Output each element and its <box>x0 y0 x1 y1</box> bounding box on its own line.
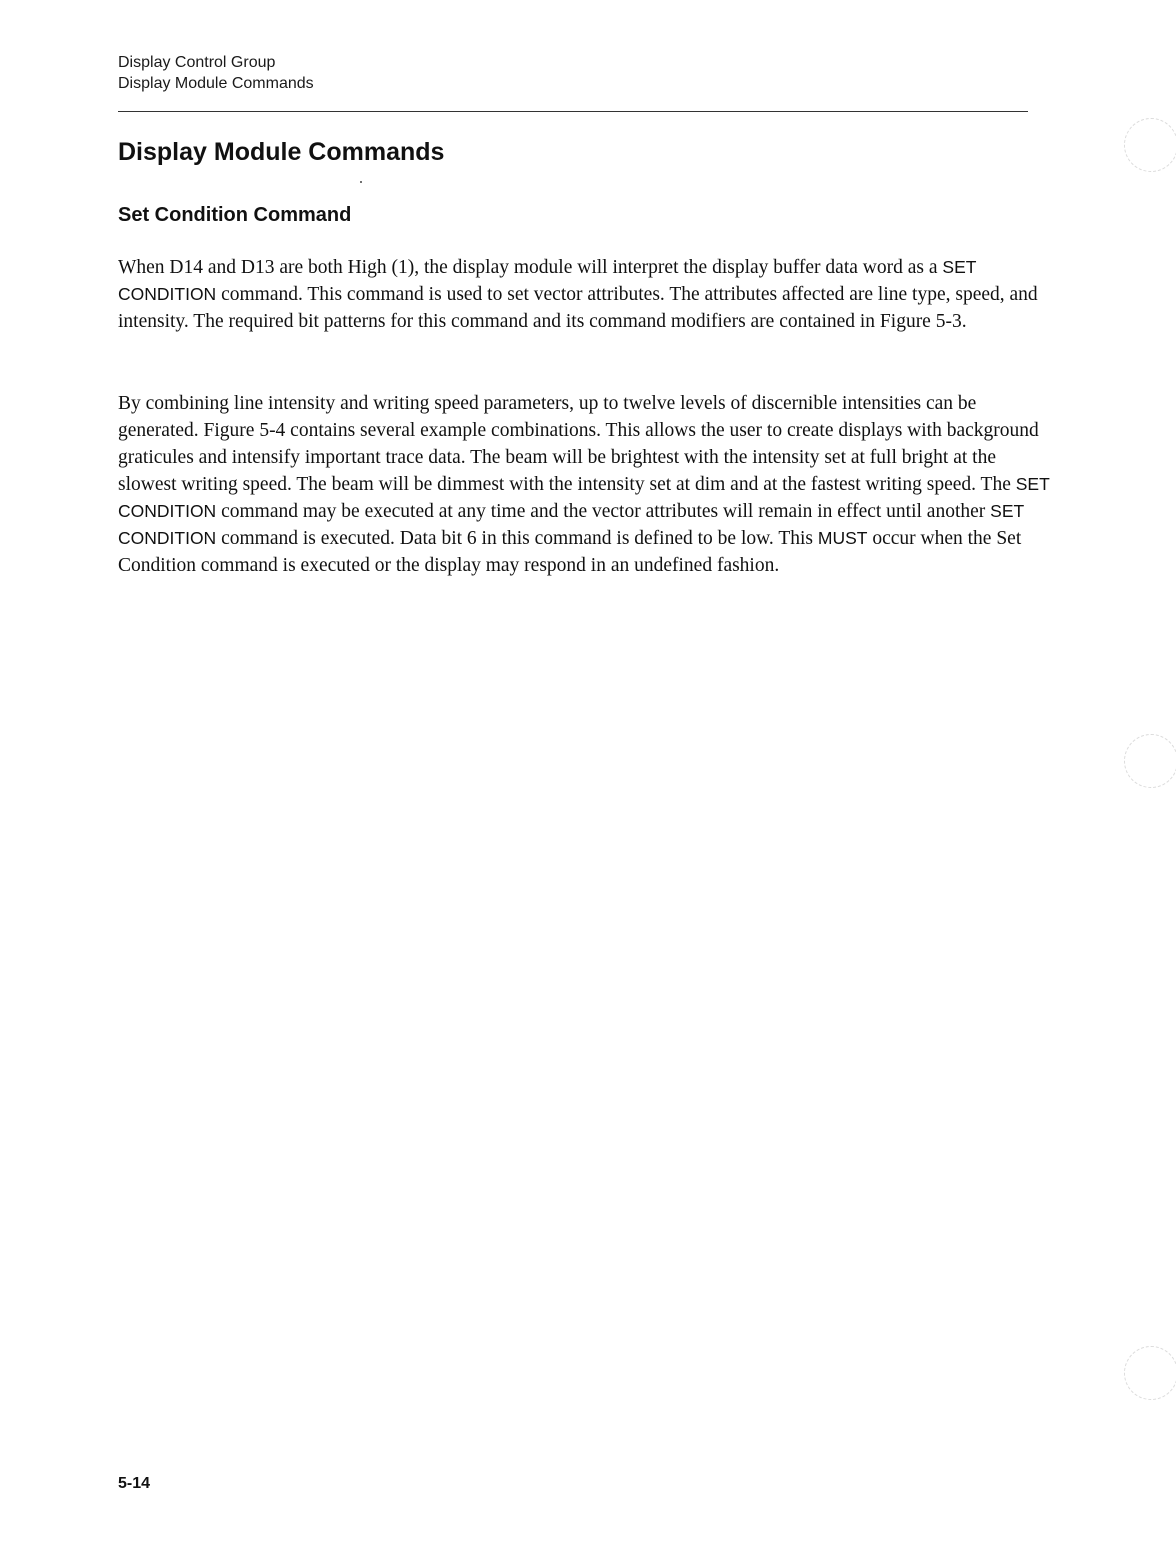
paragraph-text: command is executed. Data bit 6 in this command is defined to be low. This <box>216 528 818 549</box>
command-name: SET CONDITION <box>118 501 1024 548</box>
command-name: SET CONDITION <box>118 257 977 304</box>
paragraph-text: When D14 and D13 are both High (1), the display module will interpret the display buffer data word as a <box>118 257 943 278</box>
paragraph-text: occur when the Set Condition command is executed or the display may respond in an undefined fashion. <box>118 528 1022 576</box>
binder-hole-middle <box>1124 734 1176 788</box>
page-title: Display Module Commands <box>118 138 445 166</box>
binder-hole-top <box>1124 118 1176 172</box>
paragraph-text: command may be executed at any time and the vector attributes will remain in effect until another <box>216 501 991 522</box>
paragraph-text: command. This command is used to set vector attributes. The attributes affected are line type, speed, and intensity. The required bit patterns for this command and its command modifiers are contained in Figure 5-3. <box>118 284 1038 332</box>
running-header <box>118 52 314 94</box>
scan-speck <box>360 181 362 183</box>
header-divider <box>118 111 1028 112</box>
running-header-group: Display Control Group <box>118 54 276 71</box>
paragraph-intensity-levels <box>118 390 1053 579</box>
section-heading: Set Condition Command <box>118 204 352 226</box>
binder-hole-bottom <box>1124 1346 1176 1400</box>
running-header-section: Display Module Commands <box>118 75 314 92</box>
command-name: SET CONDITION <box>118 474 1050 521</box>
page-number: 5-14 <box>118 1475 151 1492</box>
paragraph-set-condition-intro <box>118 254 1053 335</box>
paragraph-text: By combining line intensity and writing speed parameters, up to twelve levels of discernible intensities can be generated. Figure 5-4 contains several example combinations. This allows the user to create displays with background graticules and intensify important trace data. The beam will be brightest with the intensity set at full bright at the slowest writing speed. The beam will be dimmest with the intensity set at dim and at the fastest writing speed. The <box>118 393 1039 495</box>
emphasis-must: MUST <box>817 528 868 548</box>
